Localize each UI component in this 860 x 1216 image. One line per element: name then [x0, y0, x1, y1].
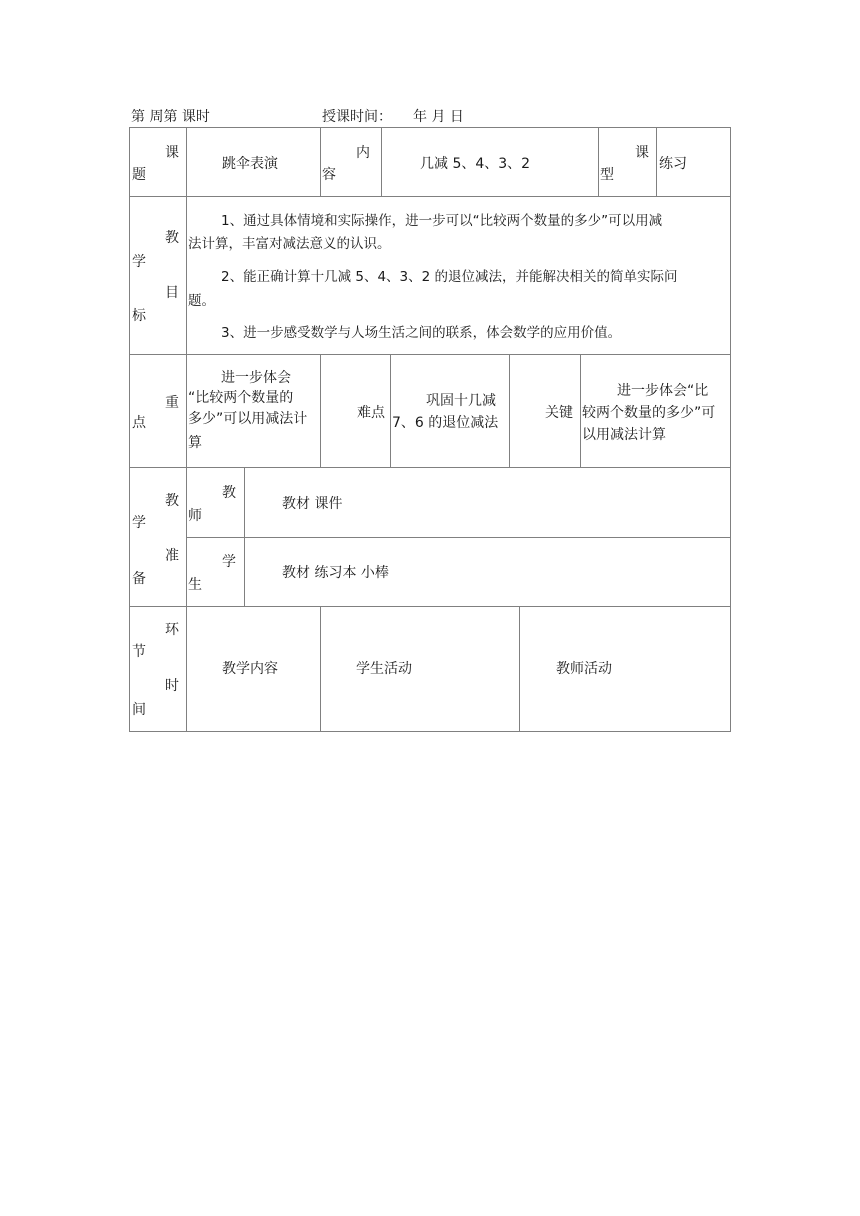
goals-label-1: 教: [165, 230, 179, 246]
process-col-teacher: 教师活动: [556, 661, 612, 677]
process-label-4: 间: [132, 702, 146, 718]
teacher-label-bottom: 师: [188, 508, 202, 524]
key-point-line-1: 进一步体会: [221, 370, 291, 386]
focus-label-top: 重: [165, 395, 179, 411]
prep-label-4: 备: [132, 571, 146, 587]
crux-line-2: 较两个数量的多少”可: [582, 405, 716, 421]
goals-label-2: 学: [132, 254, 146, 270]
key-point-line-3: 多少”可以用减法计: [188, 411, 308, 427]
process-label-3: 时: [165, 678, 179, 694]
goals-label-4: 标: [132, 308, 146, 324]
teacher-label-top: 教: [222, 485, 236, 501]
goal-item-3: 3、进一步感受数学与人场生活之间的联系，体会数学的应用价值。: [221, 325, 622, 341]
header-date: 年 月 日: [413, 109, 464, 125]
header-week-lesson: 第 周第 课时: [131, 109, 210, 125]
difficulty-line-1: 巩固十几减: [426, 393, 496, 409]
content-value: 几减 5、4、3、2: [420, 156, 531, 172]
content-label-bottom: 容: [322, 167, 336, 183]
prep-label-2: 学: [132, 515, 146, 531]
student-materials: 教材 练习本 小棒: [282, 565, 389, 581]
teacher-materials: 教材 课件: [282, 496, 343, 512]
goals-label-3: 目: [165, 285, 179, 301]
prep-label-1: 教: [165, 493, 179, 509]
type-label-bottom: 型: [600, 167, 614, 183]
student-label-bottom: 生: [188, 577, 202, 593]
difficulty-label: 难点: [357, 405, 385, 421]
process-label-2: 节: [132, 644, 146, 660]
crux-line-1: 进一步体会“比: [617, 383, 709, 399]
crux-label: 关键: [545, 405, 573, 421]
difficulty-line-2: 7、6 的退位减法: [392, 415, 499, 431]
key-point-line-4: 算: [188, 435, 202, 451]
process-col-content: 教学内容: [222, 661, 278, 677]
student-label-top: 学: [222, 554, 236, 570]
goal-item-2-line-2: 题。: [188, 293, 215, 309]
type-value: 练习: [659, 156, 687, 172]
topic-label-bottom: 题: [132, 167, 146, 183]
topic-label-top: 课: [165, 145, 179, 161]
process-col-student: 学生活动: [356, 661, 412, 677]
prep-label-3: 准: [165, 548, 179, 564]
focus-label-bottom: 点: [132, 415, 146, 431]
content-label-top: 内: [356, 145, 370, 161]
process-label-1: 环: [165, 622, 179, 638]
header-time-label: 授课时间：: [322, 109, 392, 125]
key-point-line-2: “比较两个数量的: [188, 390, 294, 406]
goal-item-1-line-2: 法计算，丰富对减法意义的认识。: [188, 236, 391, 252]
topic-value: 跳伞表演: [222, 156, 278, 172]
goal-item-2-line-1: 2、能正确计算十几减 5、4、3、2 的退位减法，并能解决相关的简单实际问: [221, 269, 678, 285]
crux-line-3: 以用减法计算: [582, 427, 666, 443]
type-label-top: 课: [635, 145, 649, 161]
goal-item-1-line-1: 1、通过具体情境和实际操作，进一步可以“比较两个数量的多少”可以用减: [221, 213, 663, 229]
